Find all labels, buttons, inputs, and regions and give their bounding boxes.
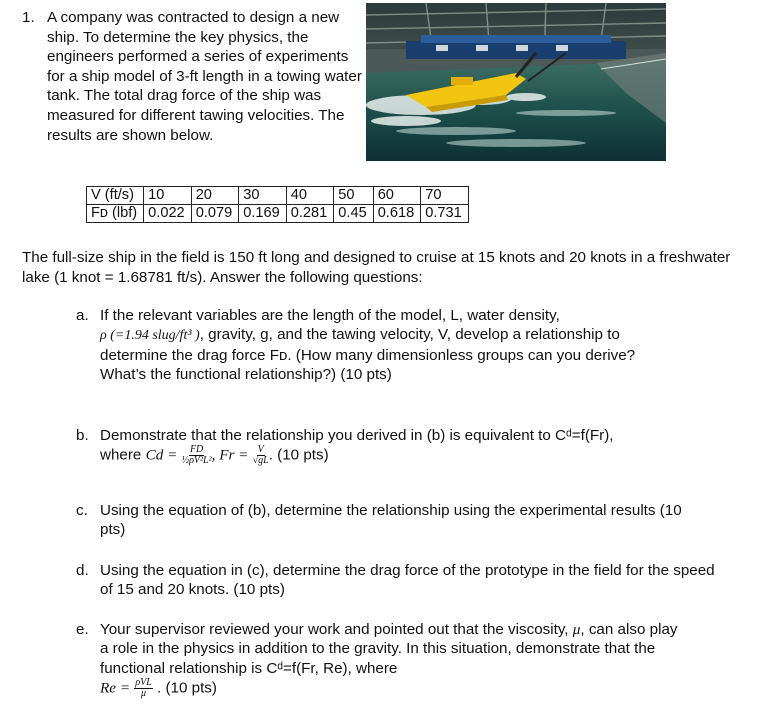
cd-denominator: ½ρV²L² [181,455,212,467]
table-cell: 30 [239,187,287,205]
intro-paragraph: The full-size ship in the field is 150 ft long and designed to cruise at 15 knots and 20 knots in a freshwater lake (1 knot = 1.68781 ft/s). Answer the following questions: [22,249,731,286]
rho-expression: ρ (=1.94 slug/ft³ ) [100,328,200,344]
fr-numerator: V [257,444,264,456]
question-e [76,620,686,699]
cd-numerator: FD [189,444,204,456]
cd-fraction [182,445,212,466]
question-c [76,501,696,540]
question-1 [22,8,367,145]
table-cell: 50 [334,187,373,205]
towing-tank-image [366,3,666,161]
fr-denominator: √gL [252,455,269,467]
item-label: d. [76,562,89,579]
question-a [76,306,681,385]
table-cell: 0.618 [373,205,421,223]
table-cell: 0.281 [286,205,334,223]
mu-symbol: μ [572,621,581,638]
item-text: , can also play a role in the physics in addition to the gravity. In this situation, demonstrate that the functional relationship is Cᵈ=f(Fr, Re), where [100,621,678,677]
re-denominator: μ [141,688,147,700]
question-b [76,426,716,466]
item-text: Using the equation of (b), determine the relationship using the experimental results (10 pts) [100,502,682,539]
table-cell: 20 [191,187,239,205]
question-text: A company was contracted to design a new ship. To determine the key physics, the engineers performed a series of experiments for a ship model of 3-ft length in a towing water tank. The total drag force of the ship was measured for different tawing velocities. The results are shown below. [47,9,362,144]
table-row [87,187,469,205]
table-cell: 60 [373,187,421,205]
where-text: where [100,446,142,464]
item-label: b. [76,427,89,444]
table-cell: 70 [421,187,469,205]
table-row [87,205,469,223]
table-cell: 0.079 [191,205,239,223]
re-lhs: Re = [100,679,131,697]
cd-lhs: Cd = [145,446,178,464]
table-cell: 0.022 [144,205,192,223]
item-text: Your supervisor reviewed your work and pointed out that the viscosity, [100,621,569,638]
item-text: Demonstrate that the relationship you derived in (b) is equivalent to Cᵈ=f(Fr), [100,427,614,444]
question-number: 1. [22,9,35,26]
re-numerator: ρVL [135,677,152,689]
item-label: a. [76,307,89,324]
towing-tank-photo [366,3,666,161]
item-text: Using the equation in (c), determine the drag force of the prototype in the field for the speed of 15 and 20 knots. (10 pts) [100,562,715,599]
item-label: e. [76,621,89,638]
table-cell: 0.169 [239,205,287,223]
points-text: . (10 pts) [268,446,329,464]
table-cell: 0.731 [421,205,469,223]
item-text: If the relevant variables are the length of the model, L, water density, [100,307,560,324]
table-cell: 10 [144,187,192,205]
table-cell: Fᴅ (lbf) [87,205,144,223]
fr-lhs: , Fr = [211,446,249,464]
table-cell: 40 [286,187,334,205]
table-cell: V (ft/s) [87,187,144,205]
item-text: , gravity, g, and the tawing velocity, V, develop a relationship to determine the drag force Fᴅ. (How many dimensionless groups can you derive? What’s the functional relationship?) (10 pts) [100,326,636,384]
data-table [86,186,469,223]
table-cell: 0.45 [334,205,373,223]
points-text: . (10 pts) [157,679,217,697]
question-d [76,561,716,600]
fr-fraction [253,445,269,466]
re-fraction [134,678,152,699]
item-label: c. [76,502,88,519]
